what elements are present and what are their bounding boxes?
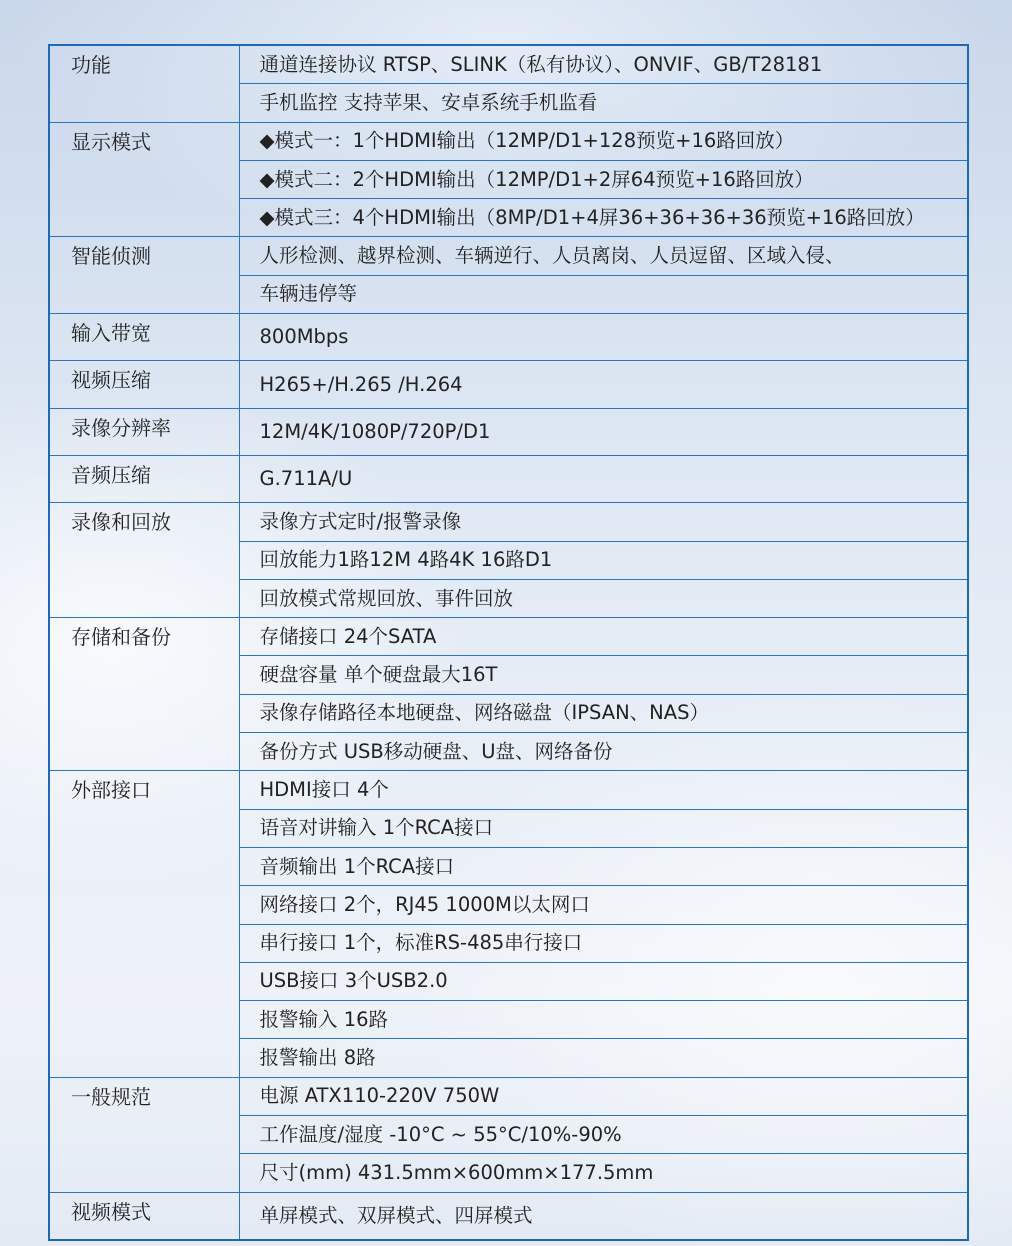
spec-row (49, 408, 968, 455)
spec-value: 录像方式定时/报警录像 (239, 503, 968, 541)
spec-row (49, 1077, 968, 1115)
spec-category: 输入带宽 (49, 314, 239, 361)
spec-value: HDMI接口 4个 (239, 771, 968, 809)
spec-value: 备份方式 USB移动硬盘、U盘、网络备份 (239, 733, 968, 771)
spec-category: 功能 (49, 45, 239, 122)
spec-value: 通道连接协议 RTSP、SLINK（私有协议）、ONVIF、GB/T28181 (239, 45, 968, 84)
spec-value: 网络接口 2个，RJ45 1000M以太网口 (239, 886, 968, 924)
spec-value: 音频输出 1个RCA接口 (239, 847, 968, 885)
spec-value: 车辆违停等 (239, 275, 968, 313)
spec-value: 硬盘容量 单个硬盘最大16T (239, 656, 968, 694)
spec-row (49, 1192, 968, 1240)
spec-category: 智能侦测 (49, 237, 239, 314)
spec-row (49, 361, 968, 408)
spec-row (49, 314, 968, 361)
spec-row (49, 45, 968, 84)
spec-row (49, 618, 968, 656)
spec-row (49, 455, 968, 502)
spec-value: 回放能力1路12M 4路4K 16路D1 (239, 541, 968, 579)
spec-value: 尺寸(mm) 431.5mm×600mm×177.5mm (239, 1154, 968, 1192)
spec-value: 12M/4K/1080P/720P/D1 (239, 408, 968, 455)
spec-category: 一般规范 (49, 1077, 239, 1192)
spec-category: 存储和备份 (49, 618, 239, 771)
spec-value: 人形检测、越界检测、车辆逆行、人员离岗、人员逗留、区域入侵、 (239, 237, 968, 275)
spec-value: 报警输出 8路 (239, 1039, 968, 1077)
spec-category: 录像分辨率 (49, 408, 239, 455)
spec-category: 视频压缩 (49, 361, 239, 408)
spec-value: ◆模式一：1个HDMI输出（12MP/D1+128预览+16路回放） (239, 122, 968, 160)
spec-value: 800Mbps (239, 314, 968, 361)
spec-category: 外部接口 (49, 771, 239, 1077)
spec-table (48, 44, 969, 1241)
spec-value: 回放模式常规回放、事件回放 (239, 579, 968, 617)
spec-value: 串行接口 1个，标准RS-485串行接口 (239, 924, 968, 962)
spec-value: H265+/H.265 /H.264 (239, 361, 968, 408)
spec-row (49, 503, 968, 541)
spec-value: ◆模式二：2个HDMI输出（12MP/D1+2屏64预览+16路回放） (239, 160, 968, 198)
spec-category: 视频模式 (49, 1192, 239, 1240)
spec-value: 手机监控 支持苹果、安卓系统手机监看 (239, 84, 968, 122)
spec-value: 存储接口 24个SATA (239, 618, 968, 656)
spec-value: 语音对讲输入 1个RCA接口 (239, 809, 968, 847)
spec-row (49, 771, 968, 809)
spec-category: 录像和回放 (49, 503, 239, 618)
spec-value: 单屏模式、双屏模式、四屏模式 (239, 1192, 968, 1240)
spec-row (49, 122, 968, 160)
spec-value: USB接口 3个USB2.0 (239, 962, 968, 1000)
spec-value: G.711A/U (239, 455, 968, 502)
spec-value: ◆模式三：4个HDMI输出（8MP/D1+4屏36+36+36+36预览+16路回放） (239, 199, 968, 237)
spec-category: 音频压缩 (49, 455, 239, 502)
spec-value: 录像存储路径本地硬盘、网络磁盘（IPSAN、NAS） (239, 694, 968, 732)
spec-value: 电源 ATX110-220V 750W (239, 1077, 968, 1115)
spec-value: 报警输入 16路 (239, 1001, 968, 1039)
spec-row (49, 237, 968, 275)
spec-category: 显示模式 (49, 122, 239, 237)
spec-value: 工作温度/湿度 -10°C ~ 55°C/10%-90% (239, 1116, 968, 1154)
